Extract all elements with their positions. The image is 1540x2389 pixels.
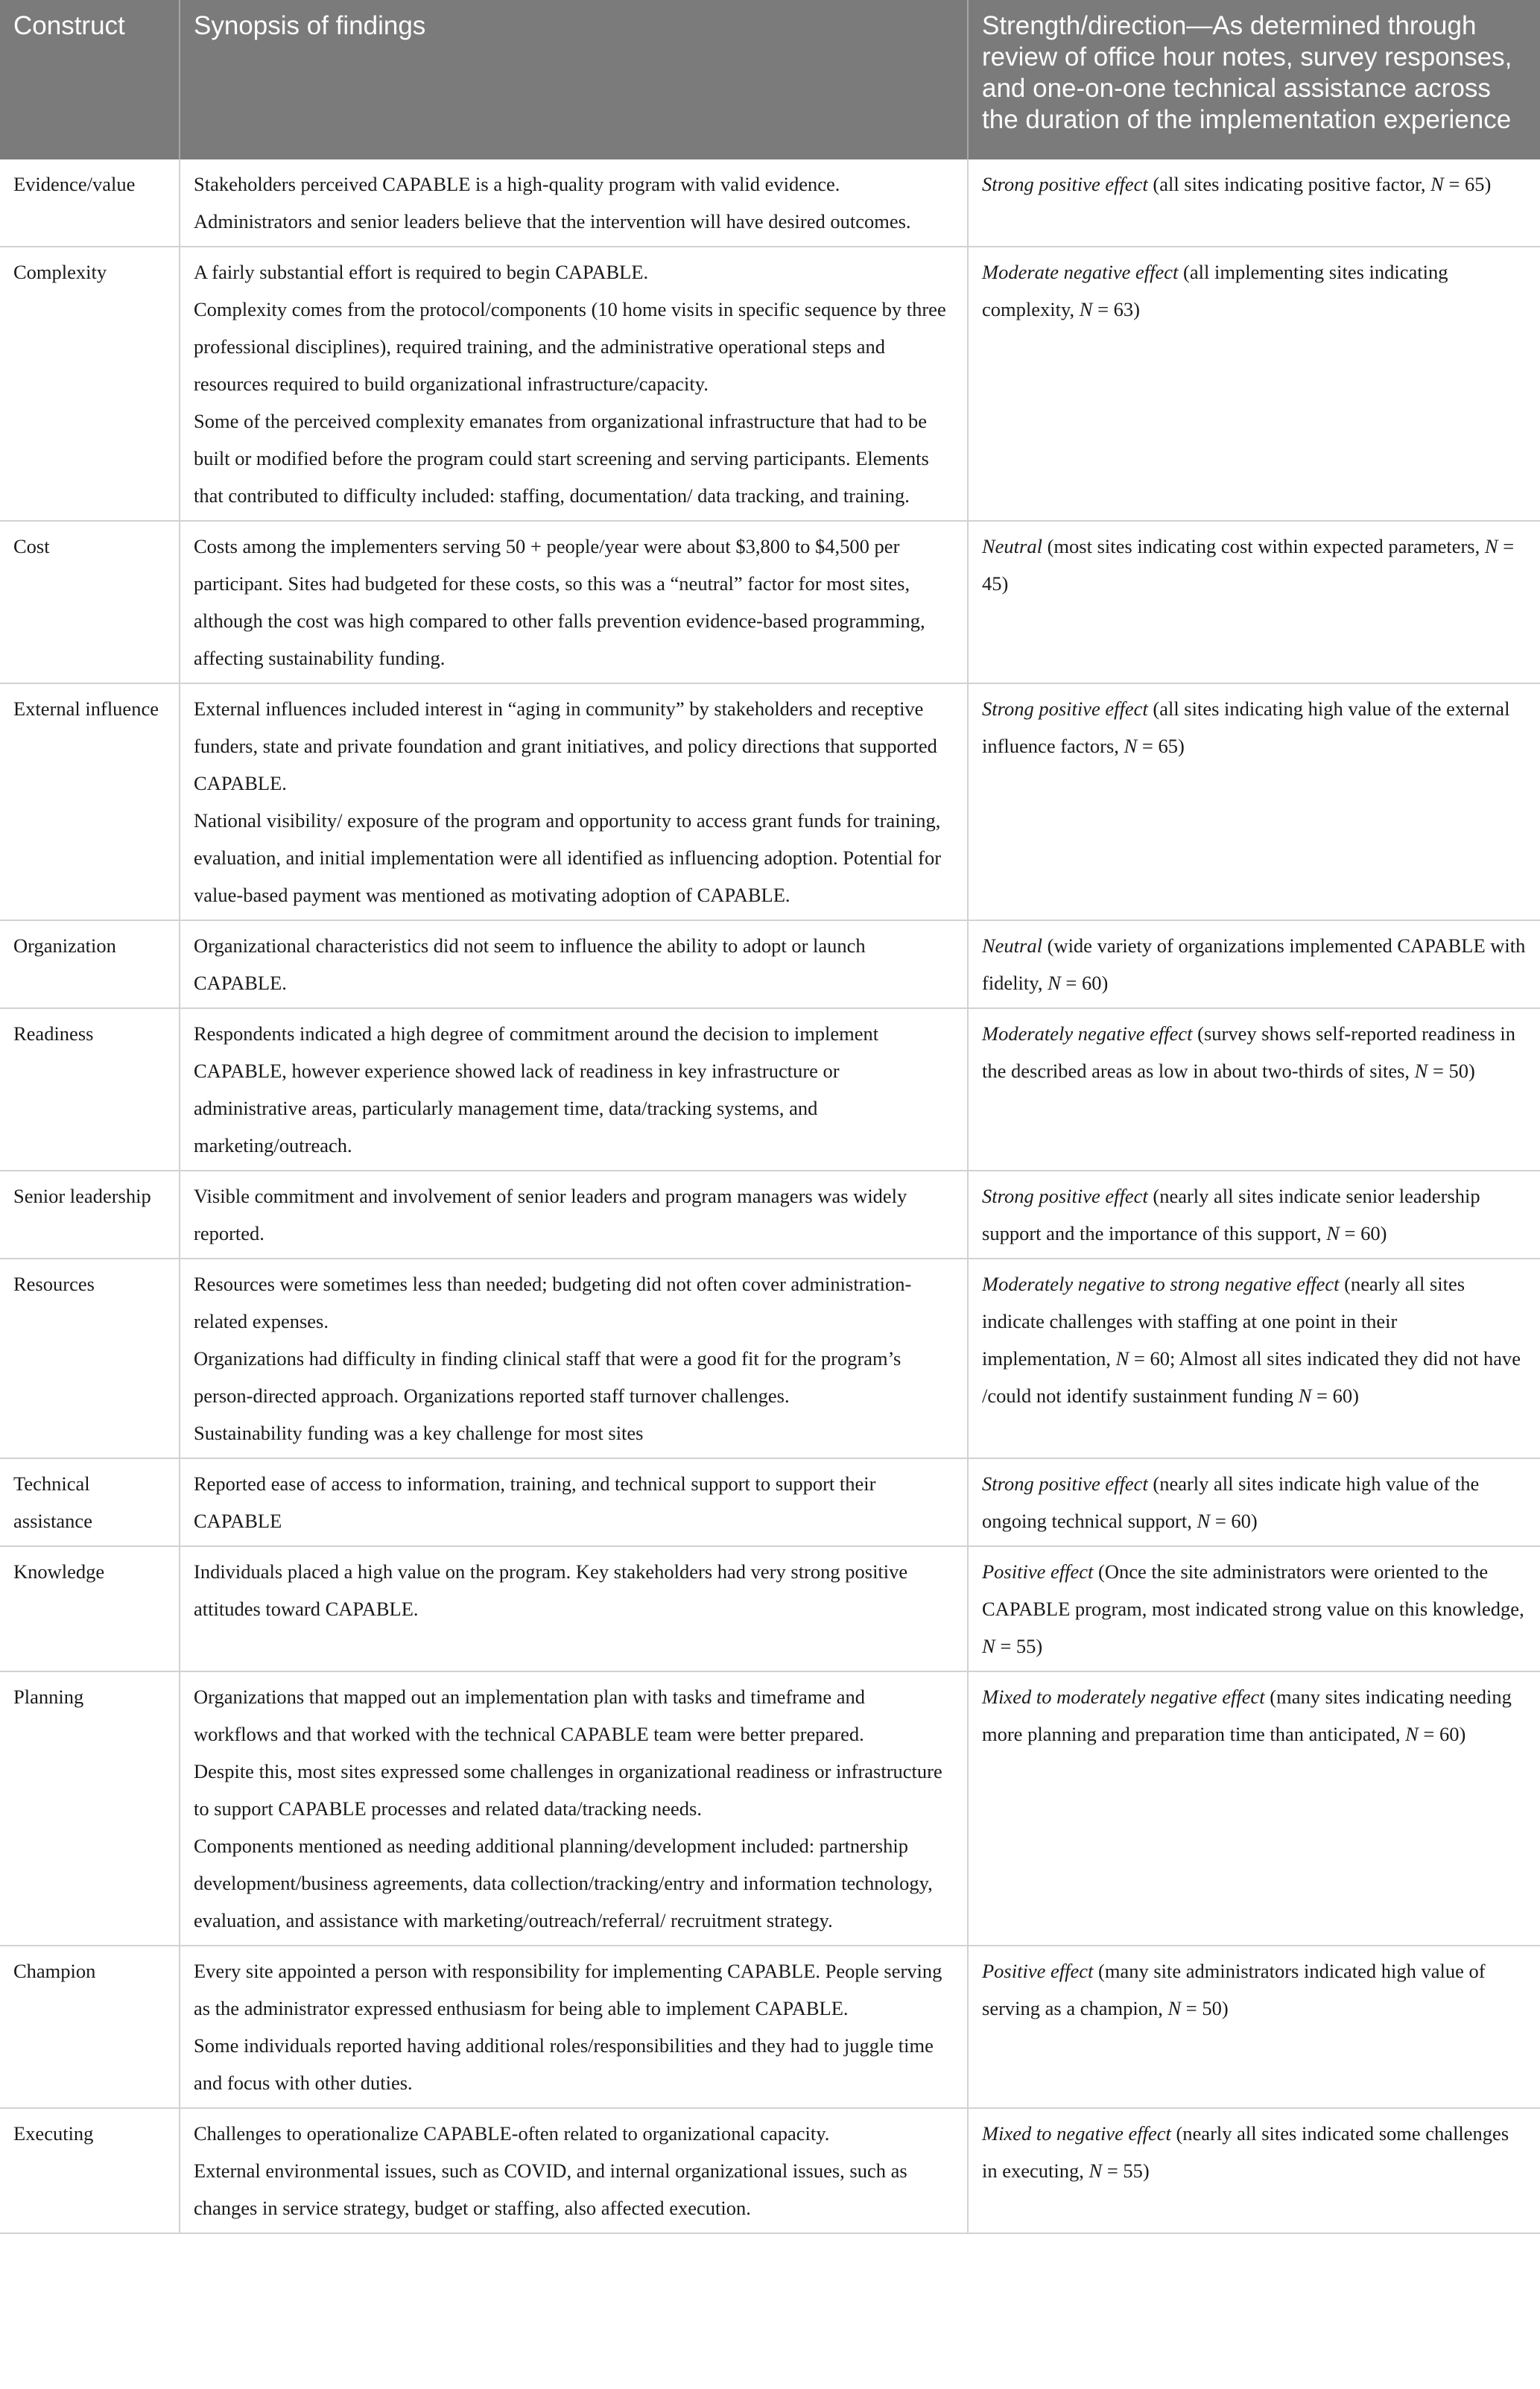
- construct-cell: Champion: [0, 1946, 180, 2108]
- strength-detail: (nearly all sites indicate challenges with staffing at one point in their implementation,: [982, 1273, 1465, 1370]
- strength-detail: = 60): [1060, 972, 1109, 994]
- construct-cell: Senior leadership: [0, 1171, 180, 1259]
- synopsis-cell: [180, 1171, 968, 1259]
- strength-cell: [968, 1458, 1540, 1546]
- n-symbol: N: [1115, 1347, 1129, 1370]
- strength-detail: = 65): [1443, 173, 1492, 195]
- construct-cell: Organization: [0, 920, 180, 1008]
- synopsis-cell: [180, 1008, 968, 1171]
- synopsis-cell: [180, 247, 968, 521]
- synopsis-cell: [180, 1546, 968, 1671]
- strength-label: Mixed to negative effect: [982, 2122, 1171, 2145]
- n-symbol: N: [1197, 1510, 1211, 1532]
- synopsis-paragraph: Every site appointed a person with responsibility for implementing CAPABLE. People serving as the administrator expressed enthusiasm for being able to implement CAPABLE.: [194, 1960, 942, 2019]
- strength-label: Neutral: [982, 535, 1042, 557]
- strength-detail: = 45): [982, 535, 1515, 595]
- strength-cell: [968, 920, 1540, 1008]
- strength-cell: [968, 683, 1540, 920]
- synopsis-cell: [180, 920, 968, 1008]
- strength-cell: [968, 1259, 1540, 1458]
- table-row: [0, 1546, 1540, 1671]
- strength-detail: (nearly all sites indicated some challenges in executing,: [982, 2122, 1509, 2182]
- strength-detail: = 63): [1092, 298, 1140, 320]
- synopsis-paragraph: Some individuals reported having additional roles/responsibilities and they had to juggle time and focus with other duties.: [194, 2034, 934, 2094]
- construct-cell: Resources: [0, 1259, 180, 1458]
- header-row: [0, 0, 1540, 159]
- construct-cell: Complexity: [0, 247, 180, 521]
- table-row: [0, 683, 1540, 920]
- synopsis-paragraph: Challenges to operationalize CAPABLE-often related to organizational capacity.: [194, 2122, 830, 2145]
- synopsis-paragraph: Organizational characteristics did not seem to influence the ability to adopt or launch CAPABLE.: [194, 934, 866, 994]
- synopsis-paragraph: Reported ease of access to information, training, and technical support to support their CAPABLE: [194, 1472, 876, 1532]
- table-row: [0, 1458, 1540, 1546]
- construct-cell: External influence: [0, 683, 180, 920]
- table-header: [0, 0, 1540, 159]
- synopsis-cell: [180, 2108, 968, 2233]
- header-synopsis: Synopsis of findings: [180, 0, 968, 159]
- n-symbol: N: [982, 1635, 995, 1657]
- n-symbol: N: [1167, 1997, 1182, 2019]
- strength-cell: [968, 159, 1540, 247]
- strength-cell: [968, 521, 1540, 683]
- strength-label: Moderately negative to strong negative effect: [982, 1273, 1340, 1295]
- table-row: [0, 2108, 1540, 2233]
- construct-cell: Evidence/value: [0, 159, 180, 247]
- table-body: [0, 159, 1540, 2233]
- strength-detail: (nearly all sites indicate senior leadership support and the importance of this support,: [982, 1185, 1480, 1244]
- strength-label: Positive effect: [982, 1960, 1094, 1982]
- construct-cell: Cost: [0, 521, 180, 683]
- synopsis-cell: [180, 521, 968, 683]
- strength-detail: (all implementing sites indicating complexity,: [982, 261, 1448, 320]
- strength-detail: = 50): [1181, 1997, 1229, 2019]
- strength-cell: [968, 1946, 1540, 2108]
- n-symbol: N: [1484, 535, 1498, 557]
- strength-label: Strong positive effect: [982, 1472, 1148, 1495]
- synopsis-paragraph: External influences included interest in “aging in community” by stakeholders and receptive funders, state and private foundation and grant initiatives, and policy directions that supported CAPABLE.: [194, 697, 937, 794]
- synopsis-paragraph: Individuals placed a high value on the program. Key stakeholders had very strong positive attitudes toward CAPABLE.: [194, 1560, 908, 1620]
- strength-label: Strong positive effect: [982, 1185, 1148, 1207]
- strength-detail: (all sites indicating positive factor,: [1147, 173, 1431, 195]
- table-row: [0, 159, 1540, 247]
- strength-cell: [968, 1008, 1540, 1171]
- synopsis-paragraph: Complexity comes from the protocol/components (10 home visits in specific sequence by three professional disciplines), required training, and the administrative operational steps and resources required to build organizational infrastructure/capacity.: [194, 298, 946, 395]
- n-symbol: N: [1298, 1385, 1312, 1407]
- header-construct: Construct: [0, 0, 180, 159]
- strength-detail: (many site administrators indicated high value of serving as a champion,: [982, 1960, 1486, 2019]
- strength-detail: = 55): [995, 1635, 1043, 1657]
- strength-detail: (most sites indicating cost within expected parameters,: [1042, 535, 1485, 557]
- table-row: [0, 247, 1540, 521]
- table-row: [0, 1671, 1540, 1946]
- synopsis-cell: [180, 1458, 968, 1546]
- strength-detail: = 60): [1418, 1723, 1466, 1745]
- synopsis-paragraph: Sustainability funding was a key challenge for most sites: [194, 1422, 644, 1444]
- strength-detail: (all sites indicating high value of the external influence factors,: [982, 697, 1510, 757]
- table-row: [0, 1171, 1540, 1259]
- n-symbol: N: [1326, 1222, 1340, 1244]
- strength-label: Neutral: [982, 934, 1042, 957]
- strength-detail: (nearly all sites indicate high value of the ongoing technical support,: [982, 1472, 1480, 1532]
- table-row: [0, 920, 1540, 1008]
- n-symbol: N: [1414, 1060, 1428, 1082]
- synopsis-cell: [180, 159, 968, 247]
- strength-detail: = 60; Almost all sites indicated they did not have /could not identify sustainment funding: [982, 1347, 1521, 1407]
- table-row: [0, 1008, 1540, 1171]
- strength-detail: = 55): [1102, 2159, 1150, 2182]
- strength-cell: [968, 1546, 1540, 1671]
- synopsis-cell: [180, 1671, 968, 1946]
- strength-label: Positive effect: [982, 1560, 1094, 1583]
- strength-detail: (wide variety of organizations implemented CAPABLE with fidelity,: [982, 934, 1526, 994]
- n-symbol: N: [1079, 298, 1093, 320]
- strength-cell: [968, 2108, 1540, 2233]
- synopsis-paragraph: Respondents indicated a high degree of commitment around the decision to implement CAPABLE, however experience showed lack of readiness in key infrastructure or administrative areas, particularly management time, data/tracking systems, and marketing/outreach.: [194, 1022, 879, 1156]
- strength-detail: = 60): [1311, 1385, 1359, 1407]
- strength-label: Moderately negative effect: [982, 1022, 1193, 1045]
- header-strength-direction: Strength/direction—As determined through review of office hour notes, survey responses, and one-on-one technical assistance across the duration of the implementation experience: [968, 0, 1540, 159]
- strength-cell: [968, 247, 1540, 521]
- construct-cell: Knowledge: [0, 1546, 180, 1671]
- strength-detail: (Once the site administrators were oriented to the CAPABLE program, most indicated strong value on this knowledge,: [982, 1560, 1524, 1620]
- synopsis-paragraph: Despite this, most sites expressed some challenges in organizational readiness or infrastructure to support CAPABLE processes and related data/tracking needs.: [194, 1760, 942, 1820]
- strength-cell: [968, 1671, 1540, 1946]
- synopsis-paragraph: External environmental issues, such as COVID, and internal organizational issues, such as changes in service strategy, budget or staffing, also affected execution.: [194, 2159, 907, 2219]
- synopsis-paragraph: Components mentioned as needing additional planning/development included: partnership development/business agreements, data collection/tracking/entry and information technology, evaluation, and assistance with marketing/outreach/referral/ recruitment strategy.: [194, 1835, 933, 1931]
- strength-cell: [968, 1171, 1540, 1259]
- synopsis-paragraph: Organizations had difficulty in finding clinical staff that were a good fit for the program’s person-directed approach. Organizations reported staff turnover challenges.: [194, 1347, 901, 1407]
- strength-label: Mixed to moderately negative effect: [982, 1686, 1265, 1708]
- construct-cell: Readiness: [0, 1008, 180, 1171]
- construct-cell: Technical assistance: [0, 1458, 180, 1546]
- n-symbol: N: [1048, 972, 1061, 994]
- table-row: [0, 1946, 1540, 2108]
- strength-label: Strong positive effect: [982, 697, 1148, 720]
- table-row: [0, 1259, 1540, 1458]
- synopsis-paragraph: Stakeholders perceived CAPABLE is a high-quality program with valid evidence. Administrators and senior leaders believe that the intervention will have desired outcomes.: [194, 173, 911, 232]
- construct-cell: Executing: [0, 2108, 180, 2233]
- synopsis-cell: [180, 683, 968, 920]
- synopsis-paragraph: Organizations that mapped out an implementation plan with tasks and timeframe and workflows and that worked with the technical CAPABLE team were better prepared.: [194, 1686, 866, 1745]
- strength-detail: (survey shows self-reported readiness in the described areas as low in about two-thirds of sites,: [982, 1022, 1515, 1082]
- strength-detail: = 60): [1339, 1222, 1387, 1244]
- n-symbol: N: [1405, 1723, 1419, 1745]
- synopsis-paragraph: A fairly substantial effort is required to begin CAPABLE.: [194, 261, 649, 283]
- synopsis-paragraph: National visibility/ exposure of the program and opportunity to access grant funds for training, evaluation, and initial implementation were all identified as influencing adoption. Potential for value-based payment was mentioned as motivating adoption of CAPABLE.: [194, 809, 942, 906]
- synopsis-paragraph: Costs among the implementers serving 50 + people/year were about $3,800 to $4,500 per participant. Sites had budgeted for these costs, so this was a “neutral” factor for most sites, although the cost was high compared to other falls prevention evidence-based programming, affecting sustainability funding.: [194, 535, 925, 669]
- synopsis-paragraph: Visible commitment and involvement of senior leaders and program managers was widely reported.: [194, 1185, 907, 1244]
- strength-detail: = 50): [1427, 1060, 1475, 1082]
- synopsis-cell: [180, 1946, 968, 2108]
- strength-label: Strong positive effect: [982, 173, 1148, 195]
- construct-cell: Planning: [0, 1671, 180, 1946]
- synopsis-paragraph: Resources were sometimes less than needed; budgeting did not often cover administration-related expenses.: [194, 1273, 912, 1332]
- n-symbol: N: [1089, 2159, 1103, 2182]
- n-symbol: N: [1430, 173, 1444, 195]
- strength-detail: = 65): [1137, 735, 1185, 757]
- table-row: [0, 521, 1540, 683]
- strength-label: Moderate negative effect: [982, 261, 1179, 283]
- strength-detail: = 60): [1210, 1510, 1258, 1532]
- strength-detail: (many sites indicating needing more planning and preparation time than anticipated,: [982, 1686, 1512, 1745]
- n-symbol: N: [1124, 735, 1138, 757]
- synopsis-paragraph: Some of the perceived complexity emanates from organizational infrastructure that had to be built or modified before the program could start screening and serving participants. Elements that contributed to difficulty included: staffing, documentation/ data tracking, and training.: [194, 410, 929, 507]
- synopsis-cell: [180, 1259, 968, 1458]
